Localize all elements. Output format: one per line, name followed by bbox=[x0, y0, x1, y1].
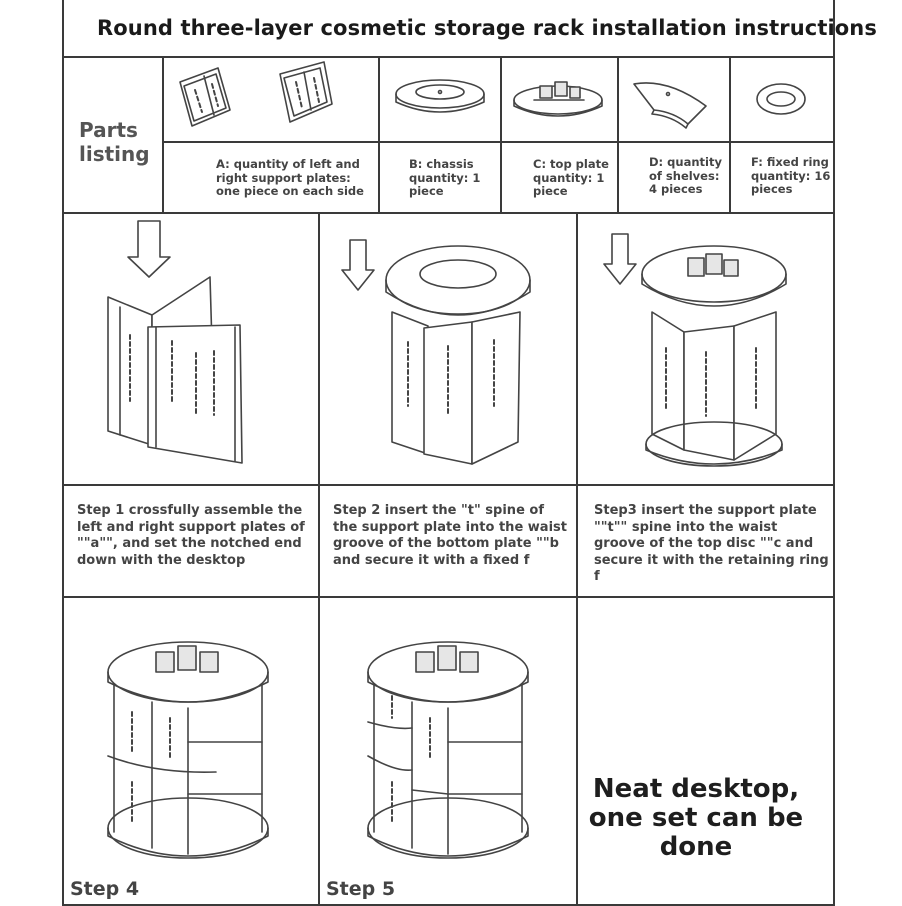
step5-title: Step 5 bbox=[326, 878, 396, 900]
part-f-text: F: fixed ring quantity: 16 pieces bbox=[751, 155, 831, 196]
step4-illustration bbox=[96, 622, 286, 872]
step5-illustration bbox=[356, 622, 546, 872]
part-d-shelf-illustration bbox=[628, 72, 718, 132]
part-c-top-plate-illustration bbox=[510, 70, 610, 130]
step2-text: Step 2 insert the "t" spine of the support plate into the waist groove of the bottom plate ""b and secure it with a fixed f bbox=[333, 503, 567, 568]
step1-illustration bbox=[100, 215, 260, 477]
part-d-text: D: quantity of shelves: 4 pieces bbox=[649, 155, 722, 196]
part-c-text: C: top plate quantity: 1 piece bbox=[533, 157, 609, 198]
down-arrow-icon bbox=[342, 240, 374, 290]
step4-title: Step 4 bbox=[70, 878, 140, 900]
part-a-support-plates-illustration bbox=[170, 60, 375, 140]
part-b-text: B: chassis quantity: 1 piece bbox=[409, 157, 481, 198]
page-title: Round three-layer cosmetic storage rack installation instructions bbox=[97, 16, 877, 40]
parts-listing-label: Parts listing bbox=[79, 118, 150, 166]
part-f-fixed-ring-illustration bbox=[742, 74, 822, 124]
step3-illustration bbox=[600, 228, 815, 473]
part-b-chassis-illustration bbox=[392, 72, 492, 132]
part-a-text: A: quantity of left and right support plates: one piece on each side bbox=[216, 157, 364, 198]
step2-illustration bbox=[336, 230, 566, 480]
step3-text: Step3 insert the support plate ""t"" spine into the waist groove of the top disc ""c and secure it with the retaining ring f bbox=[594, 503, 829, 584]
slogan-text: Neat desktop, one set can be done bbox=[588, 774, 804, 862]
down-arrow-icon bbox=[128, 221, 170, 277]
step1-text: Step 1 crossfully assemble the left and right support plates of ""a"", and set the notched end down with the desktop bbox=[77, 503, 305, 568]
down-arrow-icon bbox=[604, 234, 636, 284]
